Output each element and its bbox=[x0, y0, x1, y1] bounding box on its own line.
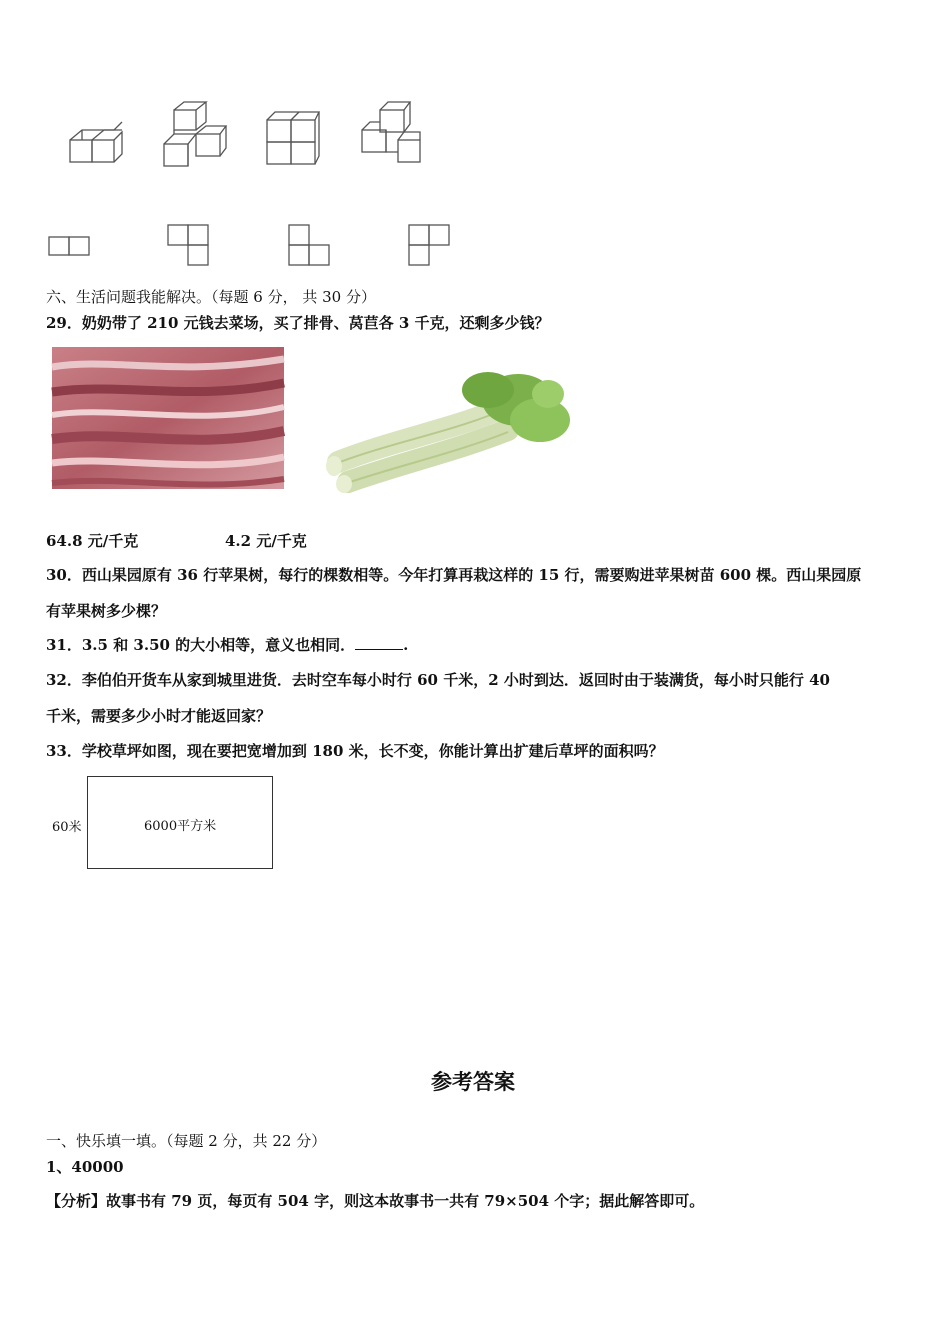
question-31-end: . bbox=[403, 636, 409, 654]
cube-figure-4 bbox=[358, 100, 424, 166]
question-31-text: 31．3.5 和 3.50 的大小相等，意义也相同． bbox=[46, 636, 356, 654]
answer-1-analysis: 【分析】故事书有 79 页，每页有 504 字，则这本故事书一共有 79×504 个字；据此解答即可。 bbox=[46, 1192, 705, 1210]
question-32-line-2: 千米，需要多少小时才能返回家？ bbox=[46, 707, 272, 725]
question-29: 29．奶奶带了 210 元钱去菜场，买了排骨、莴苣各 3 千克，还剩多少钱？ bbox=[46, 314, 550, 332]
lettuce-price: 4.2 元/千克 bbox=[225, 532, 307, 550]
answers-title: 参考答案 bbox=[431, 1070, 515, 1094]
lawn-area-label: 6000平方米 bbox=[144, 819, 217, 834]
answer-blank[interactable] bbox=[355, 637, 403, 650]
question-32-line-1: 32．李伯伯开货车从家到城里进货．去时空车每小时行 60 千米，2 小时到达．返回时由于装满货，每小时只能行 40 bbox=[46, 671, 830, 689]
question-30-line-2: 有苹果树多少棵？ bbox=[46, 602, 167, 620]
view-figure-4 bbox=[408, 224, 450, 268]
ribs-price: 64.8 元/千克 bbox=[46, 532, 139, 550]
view-figure-1 bbox=[48, 236, 92, 258]
question-33: 33．学校草坪如图，现在要把宽增加到 180 米，长不变，你能计算出扩建后草坪的面积吗？ bbox=[46, 742, 664, 760]
lawn-width-label: 60米 bbox=[52, 820, 82, 835]
answer-1: 1、40000 bbox=[46, 1158, 124, 1176]
section-6-title: 六、生活问题我能解决。（每题 6 分， 共 30 分） bbox=[46, 288, 376, 306]
question-31 bbox=[46, 634, 408, 655]
cube-figure-3 bbox=[265, 112, 321, 166]
ribs-image bbox=[52, 347, 284, 489]
lettuce-image bbox=[318, 350, 564, 490]
view-figure-3 bbox=[288, 224, 330, 268]
answers-section-1: 一、快乐填一填。（每题 2 分，共 22 分） bbox=[46, 1132, 327, 1150]
cube-figure-1 bbox=[68, 120, 128, 166]
view-figure-2 bbox=[167, 224, 209, 268]
question-30-line-1: 30．西山果园原有 36 行苹果树，每行的棵数相等。今年打算再栽这样的 15 行，需要购进苹果树苗 600 棵。西山果园原 bbox=[46, 566, 862, 584]
cube-figure-2 bbox=[162, 108, 228, 170]
